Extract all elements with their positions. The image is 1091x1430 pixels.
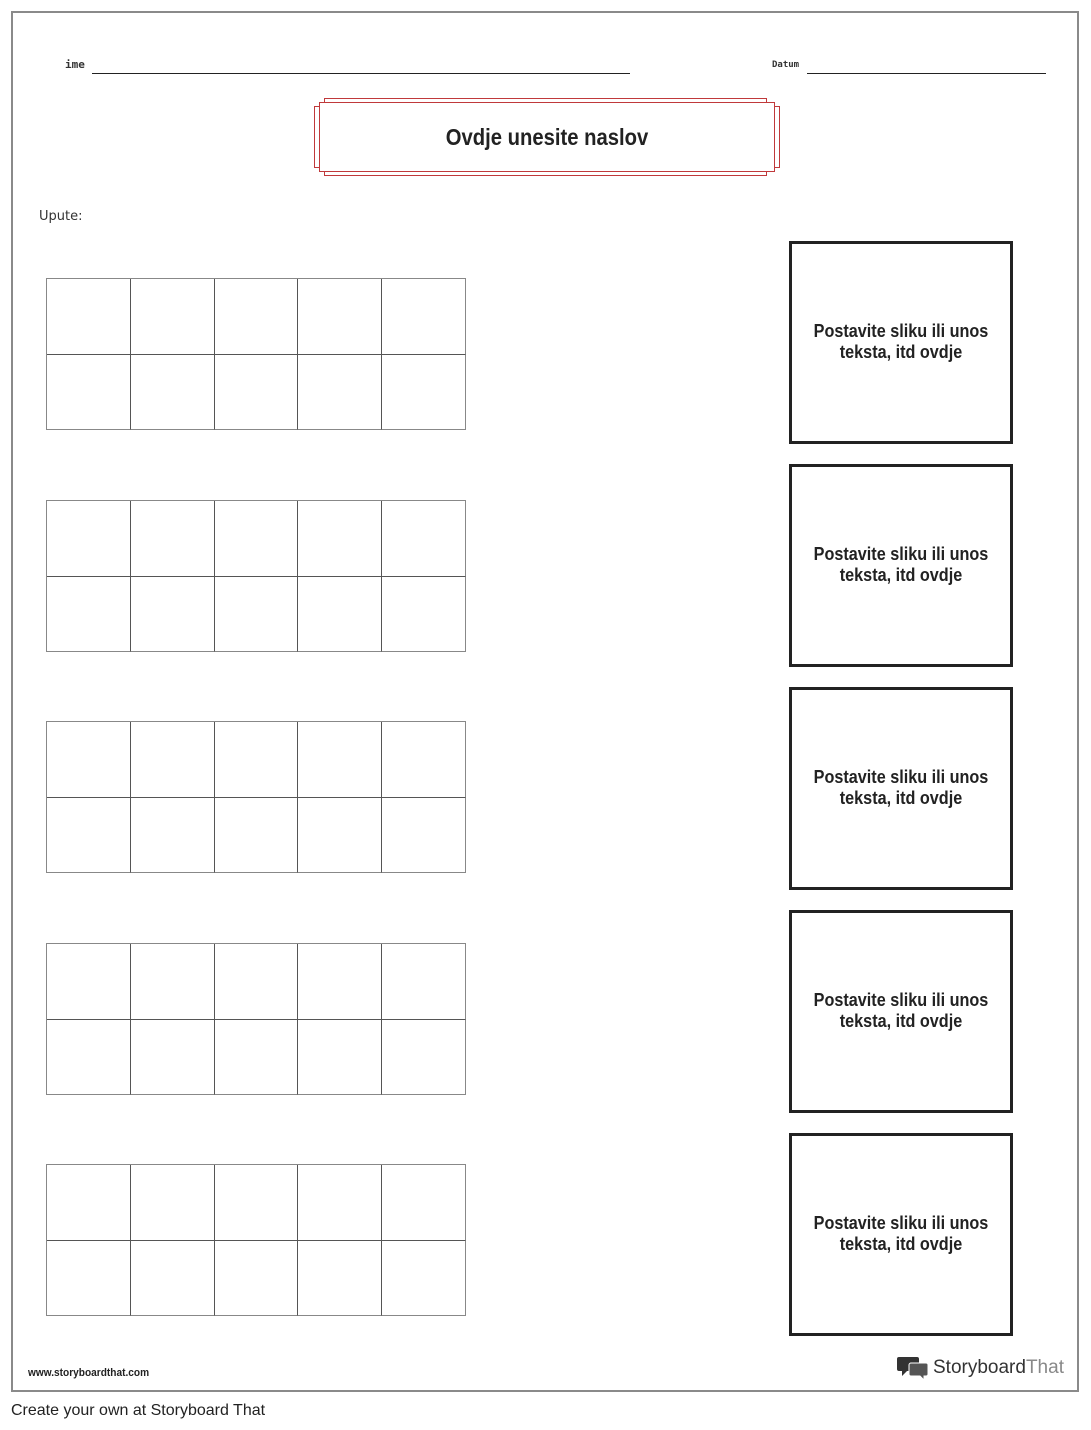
ten-frame-cell[interactable] (215, 355, 299, 431)
ten-frame-cell[interactable] (131, 1241, 215, 1317)
ten-frame-cell[interactable] (298, 1020, 382, 1096)
ten-frame-cell[interactable] (298, 1165, 382, 1241)
ten-frame-cell[interactable] (215, 722, 299, 798)
name-label: ime (65, 58, 85, 71)
name-field-line[interactable] (92, 73, 630, 74)
ten-frame-cell[interactable] (382, 355, 466, 431)
ten-frame-cell[interactable] (382, 1241, 466, 1317)
ten-frame-cell[interactable] (215, 1165, 299, 1241)
ten-frame-cell[interactable] (215, 279, 299, 355)
ten-frame-cell[interactable] (47, 501, 131, 577)
ten-frame-cell[interactable] (215, 501, 299, 577)
speech-bubbles-icon (897, 1354, 929, 1382)
ten-frame-cell[interactable] (131, 1165, 215, 1241)
ten-frame-cell[interactable] (131, 577, 215, 653)
ten-frame-cell[interactable] (382, 501, 466, 577)
ten-frame-cell[interactable] (131, 279, 215, 355)
ten-frame-cell[interactable] (47, 1241, 131, 1317)
ten-frame-cell[interactable] (47, 279, 131, 355)
ten-frame-cell[interactable] (131, 798, 215, 874)
image-placeholder-box[interactable] (789, 1133, 1013, 1336)
ten-frame-cell[interactable] (131, 722, 215, 798)
image-placeholder-text: Postavite sliku ili unos teksta, itd ovdje (813, 1212, 989, 1254)
ten-frame-cell[interactable] (382, 944, 466, 1020)
brand-name-part2: That (1025, 1357, 1064, 1378)
ten-frame-cell[interactable] (47, 798, 131, 874)
ten-frame-cell[interactable] (298, 279, 382, 355)
ten-frame-cell[interactable] (131, 501, 215, 577)
ten-frame-cell[interactable] (298, 577, 382, 653)
ten-frame-cell[interactable] (47, 1020, 131, 1096)
ten-frame (46, 1164, 466, 1316)
ten-frame-cell[interactable] (215, 577, 299, 653)
exercise-row (13, 1133, 1081, 1336)
ten-frame-cell[interactable] (382, 1020, 466, 1096)
ten-frame-cell[interactable] (215, 944, 299, 1020)
ten-frame-cell[interactable] (382, 722, 466, 798)
page-title: Ovdje unesite naslov (445, 123, 649, 150)
image-placeholder-text: Postavite sliku ili unos teksta, itd ovdje (813, 543, 989, 585)
ten-frame-cell[interactable] (47, 355, 131, 431)
image-placeholder-box[interactable] (789, 910, 1013, 1113)
ten-frame (46, 721, 466, 873)
ten-frame-cell[interactable] (131, 355, 215, 431)
ten-frame (46, 278, 466, 430)
exercise-row (13, 464, 1081, 667)
ten-frame-cell[interactable] (298, 944, 382, 1020)
ten-frame-cell[interactable] (298, 798, 382, 874)
image-placeholder-text: Postavite sliku ili unos teksta, itd ovdje (813, 320, 989, 362)
instructions-label: Upute: (39, 209, 83, 224)
ten-frame-cell[interactable] (131, 1020, 215, 1096)
ten-frame-cell[interactable] (298, 355, 382, 431)
ten-frame-cell[interactable] (215, 1020, 299, 1096)
ten-frame-cell[interactable] (298, 501, 382, 577)
exercise-row (13, 687, 1081, 890)
title-banner[interactable] (314, 98, 780, 176)
create-own-link[interactable]: Create your own at Storyboard That (11, 1402, 266, 1419)
ten-frame-cell[interactable] (382, 798, 466, 874)
brand-name (933, 1357, 1064, 1379)
ten-frame-cell[interactable] (47, 722, 131, 798)
exercise-row (13, 910, 1081, 1113)
ten-frame-cell[interactable] (382, 577, 466, 653)
ten-frame-cell[interactable] (47, 577, 131, 653)
worksheet (11, 11, 1079, 1392)
date-field-line[interactable] (807, 73, 1046, 74)
storyboardthat-logo[interactable] (897, 1353, 1064, 1383)
ten-frame-cell[interactable] (215, 798, 299, 874)
website-url: www.storyboardthat.com (28, 1367, 150, 1379)
ten-frame-cell[interactable] (298, 722, 382, 798)
ten-frame-cell[interactable] (131, 944, 215, 1020)
ten-frame (46, 500, 466, 652)
ten-frame-cell[interactable] (382, 1165, 466, 1241)
image-placeholder-box[interactable] (789, 241, 1013, 444)
ten-frame-cell[interactable] (215, 1241, 299, 1317)
date-label: Datum (772, 60, 800, 70)
ten-frame-cell[interactable] (382, 279, 466, 355)
image-placeholder-text: Postavite sliku ili unos teksta, itd ovdje (813, 766, 989, 808)
ten-frame-cell[interactable] (47, 1165, 131, 1241)
brand-name-part1: Storyboard (933, 1357, 1026, 1378)
ten-frame (46, 943, 466, 1095)
ten-frame-cell[interactable] (298, 1241, 382, 1317)
image-placeholder-text: Postavite sliku ili unos teksta, itd ovdje (813, 989, 989, 1031)
image-placeholder-box[interactable] (789, 687, 1013, 890)
exercise-row (13, 241, 1081, 444)
image-placeholder-box[interactable] (789, 464, 1013, 667)
ten-frame-cell[interactable] (47, 944, 131, 1020)
